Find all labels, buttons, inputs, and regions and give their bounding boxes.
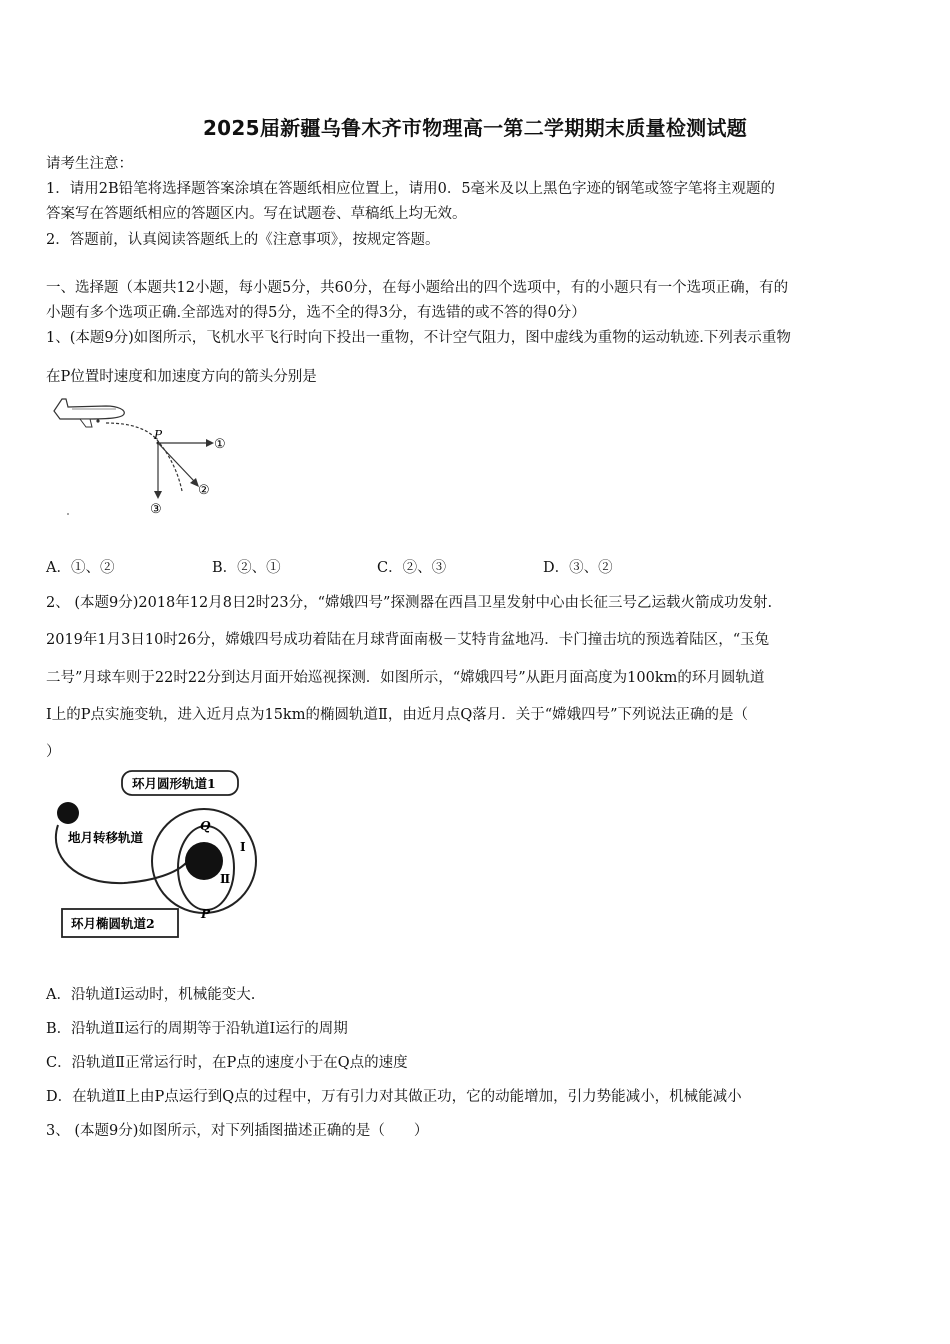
label-orbit-ii: Ⅱ: [220, 872, 231, 886]
moon-disc: [185, 842, 223, 880]
notice-item1-line1: 1．请用2B铅笔将选择题答案涂填在答题纸相应位置上，请用0．5毫米及以上黑色字迹的钢笔或签字笔将主观题的: [46, 181, 776, 197]
q2-figure: [44, 765, 284, 945]
q1-figure: [46, 393, 236, 523]
label-point-q: Q: [200, 819, 211, 833]
label-point-p: P: [201, 907, 211, 921]
arrow-1-head: [206, 439, 214, 447]
q1-choice-a: A．①、②: [46, 560, 115, 576]
q3-stem-line1: 3、 (本题9分)如图所示，对下列插图描述正确的是（ ）: [46, 1123, 429, 1139]
label-transfer-orbit: 地月转移轨道: [68, 830, 144, 845]
notice-item2: 2．答题前，认真阅读答题纸上的《注意事项》，按规定答题。: [46, 232, 440, 248]
arrow-2-label: ②: [198, 483, 210, 498]
notice-item1-line2: 答案写在答题纸相应的答题区内。写在试题卷、草稿纸上均无效。: [46, 206, 467, 222]
notice-heading: 请考生注意：: [46, 156, 133, 172]
q1-stem-line2: 在P位置时速度和加速度方向的箭头分别是: [46, 369, 317, 385]
q2-stem-line1: 2、 (本题9分)2018年12月8日2时23分，“嫦娥四号”探测器在西昌卫星发射中心由长征三号乙运载火箭成功发射.: [46, 595, 773, 611]
section-heading-line1: 一、选择题（本题共12小题，每小题5分，共60分，在每小题给出的四个选项中，有的小题只有一个选项正确，有的: [46, 280, 789, 296]
label-orbit-i: I: [240, 840, 246, 854]
q1-point-p-label: P: [154, 428, 163, 442]
arrow-2-line: [158, 443, 194, 481]
q1-choices: [46, 556, 916, 578]
q2-option-c: C．沿轨道Ⅱ正常运行时，在P点的速度小于在Q点的速度: [46, 1055, 408, 1071]
q2-stem-line2: 2019年1月3日10时26分，嫦娥四号成功着陆在月球背面南极－艾特肯盆地冯．卡门撞击坑的预选着陆区，“玉兔: [46, 632, 770, 648]
q1-choice-d: D．③、②: [543, 560, 613, 576]
arrow-3-label: ③: [150, 502, 162, 517]
page-title: 2025届新疆乌鲁木齐市物理高一第二学期期末质量检测试题: [202, 116, 748, 140]
q1-figure-svg: [46, 393, 236, 523]
label-circular-orbit: 环月圆形轨道1: [132, 776, 216, 791]
q2-stem-line5: ）: [46, 744, 61, 760]
q2-figure-svg: [44, 765, 284, 945]
speck: [67, 513, 69, 515]
q2-option-b: B．沿轨道Ⅱ运行的周期等于沿轨道I运行的周期: [46, 1021, 348, 1037]
q1-choice-c: C．②、③: [377, 560, 447, 576]
q2-stem-line4: I上的P点实施变轨，进入近月点为15km的椭圆轨道Ⅱ，由近月点Q落月．关于“嫦娥四号”下列说法正确的是（: [46, 707, 749, 723]
q2-option-a: A．沿轨道I运动时，机械能变大.: [46, 987, 256, 1003]
arrow-1-label: ①: [214, 437, 226, 452]
q2-option-d: D．在轨道Ⅱ上由P点运行到Q点的过程中，万有引力对其做正功，它的动能增加，引力势能减小，机械能减小: [46, 1089, 742, 1105]
q2-stem-line3: 二号”月球车则于22时22分到达月面开始巡视探测．如图所示，“嫦娥四号”从距月面高度为100km的环月圆轨道: [46, 670, 765, 686]
label-elliptical-orbit: 环月椭圆轨道2: [71, 916, 155, 931]
q1-choice-b: B．②、①: [212, 560, 281, 576]
q1-stem-line1: 1、(本题9分)如图所示，飞机水平飞行时向下投出一重物，不计空气阻力，图中虚线为重物的运动轨迹.下列表示重物: [46, 330, 791, 346]
section-heading-line2: 小题有多个选项正确.全部选对的得5分，选不全的得3分，有选错的或不答的得0分）: [46, 305, 586, 321]
arrow-3-head: [154, 491, 162, 499]
earth-disc: [57, 802, 79, 824]
